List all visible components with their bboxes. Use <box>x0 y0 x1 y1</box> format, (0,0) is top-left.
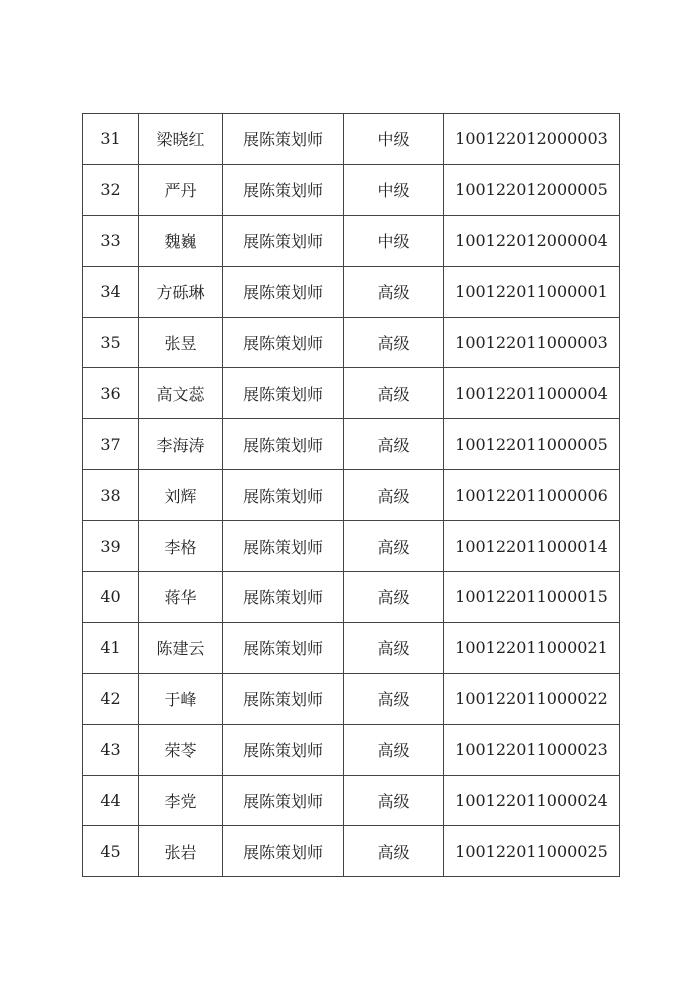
person-name: 于峰 <box>139 673 223 724</box>
table-row <box>83 775 620 826</box>
job-title: 展陈策划师 <box>223 164 344 215</box>
job-title: 展陈策划师 <box>223 317 344 368</box>
qualification-level: 高级 <box>344 368 444 419</box>
certificate-number: 100122011000015 <box>444 572 620 623</box>
person-name: 刘辉 <box>139 470 223 521</box>
row-number: 38 <box>83 470 139 521</box>
job-title: 展陈策划师 <box>223 419 344 470</box>
row-number: 42 <box>83 673 139 724</box>
row-number: 41 <box>83 622 139 673</box>
job-title: 展陈策划师 <box>223 215 344 266</box>
qualification-level: 高级 <box>344 724 444 775</box>
certificate-number: 100122011000001 <box>444 266 620 317</box>
person-name: 魏巍 <box>139 215 223 266</box>
job-title: 展陈策划师 <box>223 826 344 877</box>
table-row <box>83 826 620 877</box>
table-row <box>83 266 620 317</box>
qualification-level: 中级 <box>344 114 444 165</box>
row-number: 35 <box>83 317 139 368</box>
job-title: 展陈策划师 <box>223 673 344 724</box>
table-row <box>83 724 620 775</box>
job-title: 展陈策划师 <box>223 775 344 826</box>
certificate-number: 100122012000003 <box>444 114 620 165</box>
row-number: 32 <box>83 164 139 215</box>
person-name: 方砾琳 <box>139 266 223 317</box>
qualification-level: 高级 <box>344 826 444 877</box>
table-row <box>83 673 620 724</box>
qualification-level: 高级 <box>344 572 444 623</box>
table-row <box>83 470 620 521</box>
qualification-level: 高级 <box>344 419 444 470</box>
table-row <box>83 114 620 165</box>
certificate-number: 100122012000004 <box>444 215 620 266</box>
job-title: 展陈策划师 <box>223 266 344 317</box>
qualification-level: 高级 <box>344 673 444 724</box>
person-name: 张岩 <box>139 826 223 877</box>
row-number: 33 <box>83 215 139 266</box>
roster-table <box>82 113 620 877</box>
job-title: 展陈策划师 <box>223 114 344 165</box>
job-title: 展陈策划师 <box>223 521 344 572</box>
table-row <box>83 368 620 419</box>
certificate-number: 100122011000021 <box>444 622 620 673</box>
qualification-level: 高级 <box>344 775 444 826</box>
person-name: 严丹 <box>139 164 223 215</box>
qualification-level: 中级 <box>344 164 444 215</box>
certificate-number: 100122011000025 <box>444 826 620 877</box>
table-row <box>83 164 620 215</box>
row-number: 39 <box>83 521 139 572</box>
qualification-level: 高级 <box>344 470 444 521</box>
person-name: 李海涛 <box>139 419 223 470</box>
qualification-level: 高级 <box>344 266 444 317</box>
person-name: 陈建云 <box>139 622 223 673</box>
table-row <box>83 572 620 623</box>
qualification-level: 高级 <box>344 521 444 572</box>
table-row <box>83 521 620 572</box>
person-name: 张昱 <box>139 317 223 368</box>
row-number: 40 <box>83 572 139 623</box>
job-title: 展陈策划师 <box>223 572 344 623</box>
certificate-number: 100122011000006 <box>444 470 620 521</box>
qualification-level: 高级 <box>344 317 444 368</box>
person-name: 梁晓红 <box>139 114 223 165</box>
row-number: 34 <box>83 266 139 317</box>
row-number: 44 <box>83 775 139 826</box>
certificate-number: 100122011000024 <box>444 775 620 826</box>
certificate-number: 100122012000005 <box>444 164 620 215</box>
person-name: 高文蕊 <box>139 368 223 419</box>
row-number: 37 <box>83 419 139 470</box>
qualification-level: 高级 <box>344 622 444 673</box>
certificate-number: 100122011000022 <box>444 673 620 724</box>
person-name: 荣苓 <box>139 724 223 775</box>
job-title: 展陈策划师 <box>223 470 344 521</box>
table-row <box>83 419 620 470</box>
certificate-number: 100122011000005 <box>444 419 620 470</box>
certificate-number: 100122011000014 <box>444 521 620 572</box>
certificate-number: 100122011000003 <box>444 317 620 368</box>
job-title: 展陈策划师 <box>223 368 344 419</box>
table-row <box>83 317 620 368</box>
row-number: 36 <box>83 368 139 419</box>
row-number: 45 <box>83 826 139 877</box>
job-title: 展陈策划师 <box>223 724 344 775</box>
job-title: 展陈策划师 <box>223 622 344 673</box>
table-row <box>83 215 620 266</box>
person-name: 蒋华 <box>139 572 223 623</box>
qualification-level: 中级 <box>344 215 444 266</box>
row-number: 43 <box>83 724 139 775</box>
row-number: 31 <box>83 114 139 165</box>
certificate-number: 100122011000004 <box>444 368 620 419</box>
person-name: 李党 <box>139 775 223 826</box>
certificate-number: 100122011000023 <box>444 724 620 775</box>
person-name: 李格 <box>139 521 223 572</box>
table-row <box>83 622 620 673</box>
